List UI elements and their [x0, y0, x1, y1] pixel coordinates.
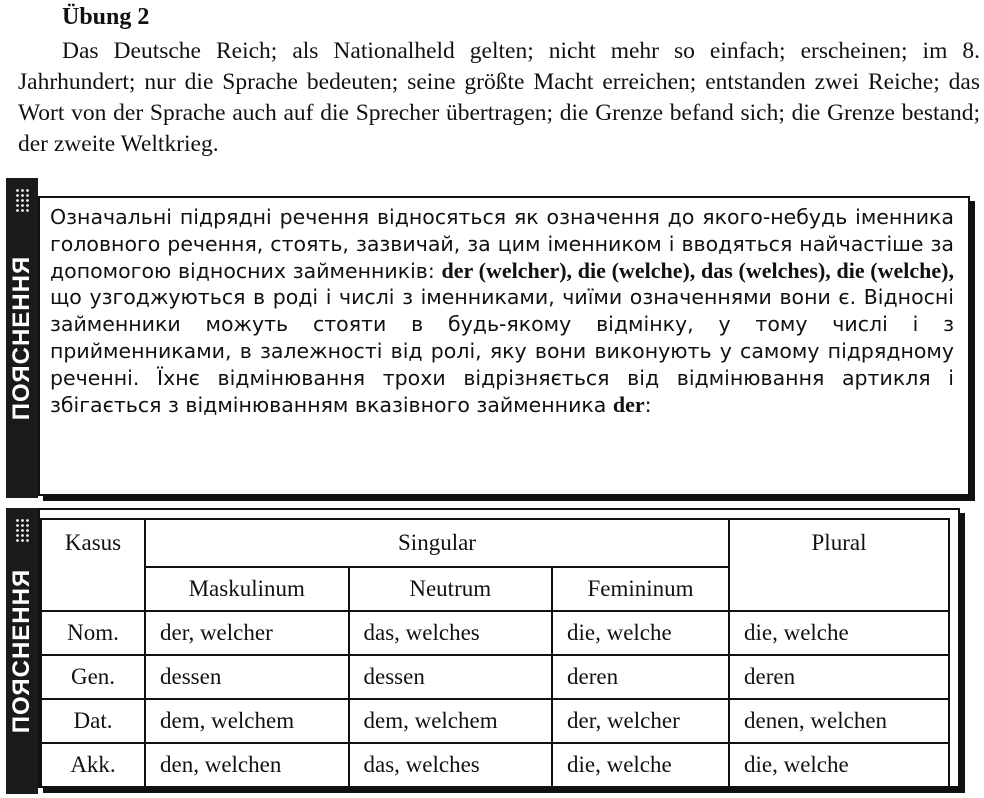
femininum-cell: die, welche	[552, 611, 729, 655]
femininum-cell: deren	[552, 655, 729, 699]
explanation-part-3: :	[644, 392, 652, 417]
dots-decoration	[15, 518, 29, 544]
table-row	[41, 611, 949, 655]
table-header-row	[41, 519, 949, 567]
explanation-der: der	[612, 391, 645, 417]
explanation-part-2: що узгоджуються в роді і числі з іменниками, чиїми означеннями вони є. Відносні займенники можуть стояти в будь-якому відмінку, у тому числі і з прийменниками, в залежності від ролі, яку вони виконують у самому підрядному реченні. Їхнє відмінювання трохи відрізняється від відмінювання артикля і збігається з відмінюванням вказівного займенника	[50, 285, 954, 417]
kasus-header: Kasus	[41, 519, 145, 611]
plural-cell: die, welche	[729, 743, 949, 787]
dots-decoration	[15, 188, 29, 214]
case-cell: Dat.	[41, 699, 145, 743]
exercise-text: Das Deutsche Reich; als Nationalheld gelten; nicht mehr so einfach; erscheinen; im 8. Jahrhundert; nur die Sprache bedeuten; seine größte Macht erreichen; entstanden zwei Reiche; das Wort von der Sprache auch auf die Sprecher übertragen; die Grenze befand sich; die Grenze bestand; der zweite Weltkrieg.	[18, 38, 980, 157]
side-tab-explanation	[6, 178, 38, 498]
declension-table	[40, 518, 950, 788]
explanation-part-1: Означальні підрядні речення відносяться як означення до якого-небудь іменника головного речення, стоять, зазвичай, за цим іменником і вводяться найчастіше за допомогою відносних займенників:	[50, 205, 954, 283]
maskulinum-cell: dessen	[145, 655, 349, 699]
case-cell: Akk.	[41, 743, 145, 787]
neutrum-cell: das, welches	[349, 743, 553, 787]
neutrum-header: Neutrum	[349, 567, 553, 611]
neutrum-cell: dessen	[349, 655, 553, 699]
femininum-cell: der, welcher	[552, 699, 729, 743]
explanation-text	[50, 204, 954, 418]
table-row	[41, 699, 949, 743]
plural-cell: deren	[729, 655, 949, 699]
table-row	[41, 743, 949, 787]
femininum-cell: die, welche	[552, 743, 729, 787]
exercise-title: Übung 2	[62, 4, 150, 30]
neutrum-cell: das, welches	[349, 611, 553, 655]
maskulinum-cell: dem, welchem	[145, 699, 349, 743]
singular-header: Singular	[145, 519, 729, 567]
case-cell: Gen.	[41, 655, 145, 699]
femininum-header: Femininum	[552, 567, 729, 611]
case-cell: Nom.	[41, 611, 145, 655]
table-row	[41, 655, 949, 699]
maskulinum-cell: der, welcher	[145, 611, 349, 655]
plural-header: Plural	[729, 519, 949, 611]
plural-cell: die, welche	[729, 611, 949, 655]
maskulinum-cell: den, welchen	[145, 743, 349, 787]
maskulinum-header: Maskulinum	[145, 567, 349, 611]
explanation-pronouns: der (welcher), die (welche), das (welches), die (welche),	[441, 257, 954, 283]
explanation-box	[38, 196, 970, 496]
plural-cell: denen, welchen	[729, 699, 949, 743]
side-tab-table	[6, 508, 38, 794]
neutrum-cell: dem, welchem	[349, 699, 553, 743]
declension-table-frame	[38, 508, 960, 788]
side-tab-label: ПОЯСНЕННЯ	[8, 568, 35, 734]
side-tab-label: ПОЯСНЕННЯ	[8, 255, 35, 421]
